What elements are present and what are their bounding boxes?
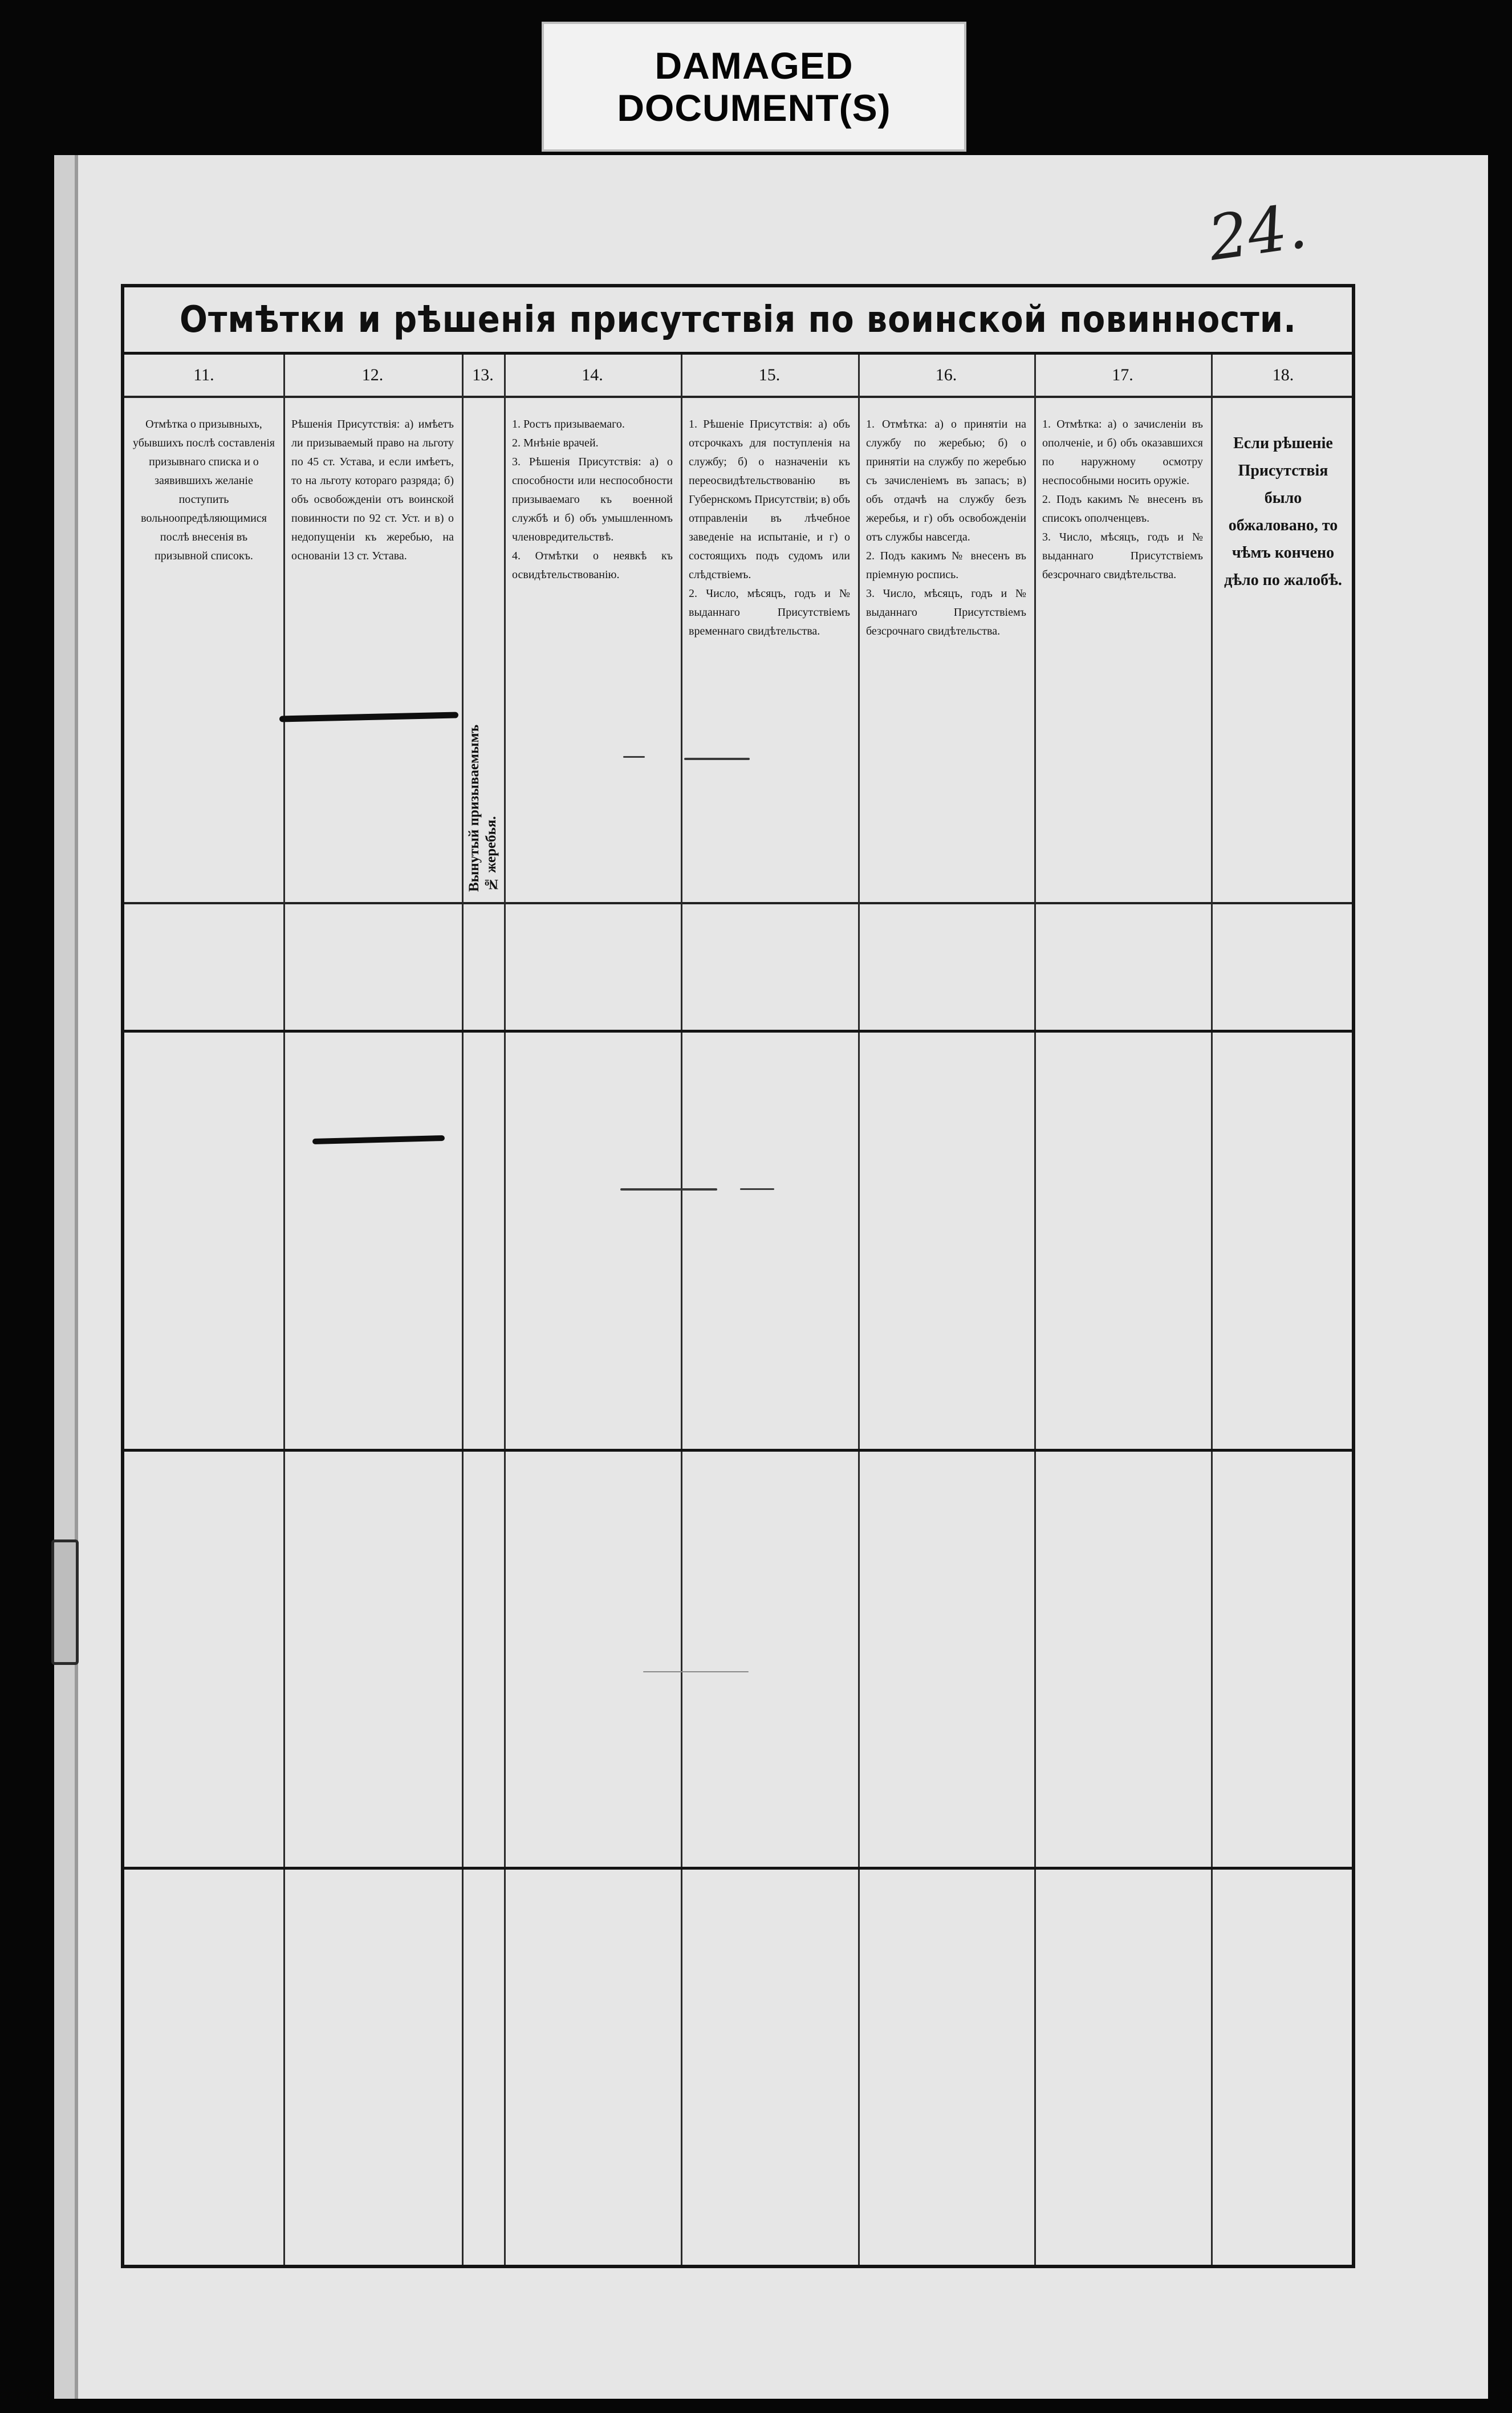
col-14-description: 1. Ростъ призываемаго. 2. Мнѣніе врачей. 3. Рѣшенія Присутствія: а) о способности или неспособности призываемаго къ военной службѣ и б) объ умышленномъ членовредительствѣ. 4. Отмѣтки о неявкѣ къ освидѣтельствованію.	[512, 418, 673, 581]
col-17-number: 17.	[1112, 365, 1133, 384]
col-12-description: Рѣшенія Присутствія: а) имѣетъ ли призываемый право на льготу по 45 ст. Устава, и если имѣетъ, то на льготу котораго разряда; б) объ освобожденіи отъ воинской повинности по 92 ст. Уст. и в) о недопущеніи къ жеребью, на основаніи 13 ст. Устава.	[291, 418, 454, 562]
label-line-2: DOCUMENT(S)	[617, 87, 891, 129]
column-rule	[1211, 355, 1213, 2265]
col-18-description: Если рѣшеніе Присутствія было обжаловано, то чѣмъ кончено дѣло по жалобѣ.	[1224, 434, 1342, 589]
col-16-description: 1. Отмѣтка: а) о принятіи на службу по жеребью; б) о принятіи на службу по жеребью съ зачисленіемъ въ запасъ; в) объ отдачѣ на службу безъ жеребья, и г) объ освобожденіи отъ службы навсегда. 2. Подъ какимъ № внесенъ въ пріемную роспись. 3. Число, мѣсяцъ, годъ и № выданнаго Присутствіемъ безсрочнаго свидѣтельства.	[866, 418, 1026, 637]
table-title: Отмѣтки и рѣшенія присутствія по воинской повинности.	[124, 287, 1352, 355]
column-description-row	[124, 398, 1352, 904]
col-13-description	[462, 398, 504, 902]
folio-number: 24.	[1204, 190, 1311, 275]
page-binding-edge	[75, 155, 78, 2399]
ink-stroke-row-2	[312, 1135, 445, 1144]
column-rule	[283, 355, 285, 2265]
row-separator	[124, 1449, 1352, 1452]
page-spine	[54, 155, 75, 2399]
col-11-description: Отмѣтка о призывныхъ, убывшихъ послѣ составленія призывнаго списка и о заявившихъ желаніе поступить вольноопредѣляющимися послѣ внесенія въ призывной списокъ.	[132, 418, 275, 562]
label-line-1: DAMAGED	[655, 44, 853, 87]
column-rule	[504, 355, 506, 2265]
col-18-number: 18.	[1272, 365, 1294, 384]
column-rule	[462, 355, 464, 2265]
col-14-number: 14.	[582, 365, 603, 384]
column-rule	[858, 355, 860, 2265]
col-13-vertical-text: Вынутый призываемымъ № жеребья.	[466, 724, 499, 892]
pencil-dash	[740, 1188, 774, 1190]
col-11-number: 11.	[193, 365, 214, 384]
col-12-number: 12.	[361, 365, 384, 384]
pencil-dash	[643, 1671, 749, 1672]
damaged-document-label	[542, 22, 966, 152]
column-rule	[681, 355, 682, 2265]
col-15-number: 15.	[758, 365, 781, 384]
col-16-number: 16.	[935, 365, 957, 384]
col-17-description: 1. Отмѣтка: а) о зачисленіи въ ополченіе, и б) объ оказавшихся по наружному осмотру неспособными носить оружіе. 2. Подъ какимъ № внесенъ въ списокъ ополченцевъ. 3. Число, мѣсяцъ, годъ и № выданнаго Присутствіемъ безсрочнаго свидѣтельства.	[1042, 418, 1203, 581]
register-table	[121, 284, 1355, 2268]
col-13-number: 13.	[472, 365, 494, 384]
pencil-dash	[620, 1188, 717, 1191]
column-number-row	[124, 355, 1352, 398]
binding-clasp	[51, 1539, 79, 1665]
pencil-dash	[684, 758, 750, 760]
col-15-description: 1. Рѣшеніе Присутствія: а) объ отсрочкахъ для поступленія на службу; б) о назначеніи къ переосвидѣтельствованію въ Губернскомъ Присутствіи; в) объ отправленіи въ лѣчебное заведеніе на испытаніе, и г) о состоящихъ подъ судомъ или слѣдствіемъ. 2. Число, мѣсяцъ, годъ и № выданнаго Присутствіемъ временнаго свидѣтельства.	[689, 418, 850, 637]
row-separator	[124, 1867, 1352, 1870]
pencil-dash	[623, 756, 645, 758]
column-rule	[1034, 355, 1036, 2265]
row-separator	[124, 1030, 1352, 1033]
